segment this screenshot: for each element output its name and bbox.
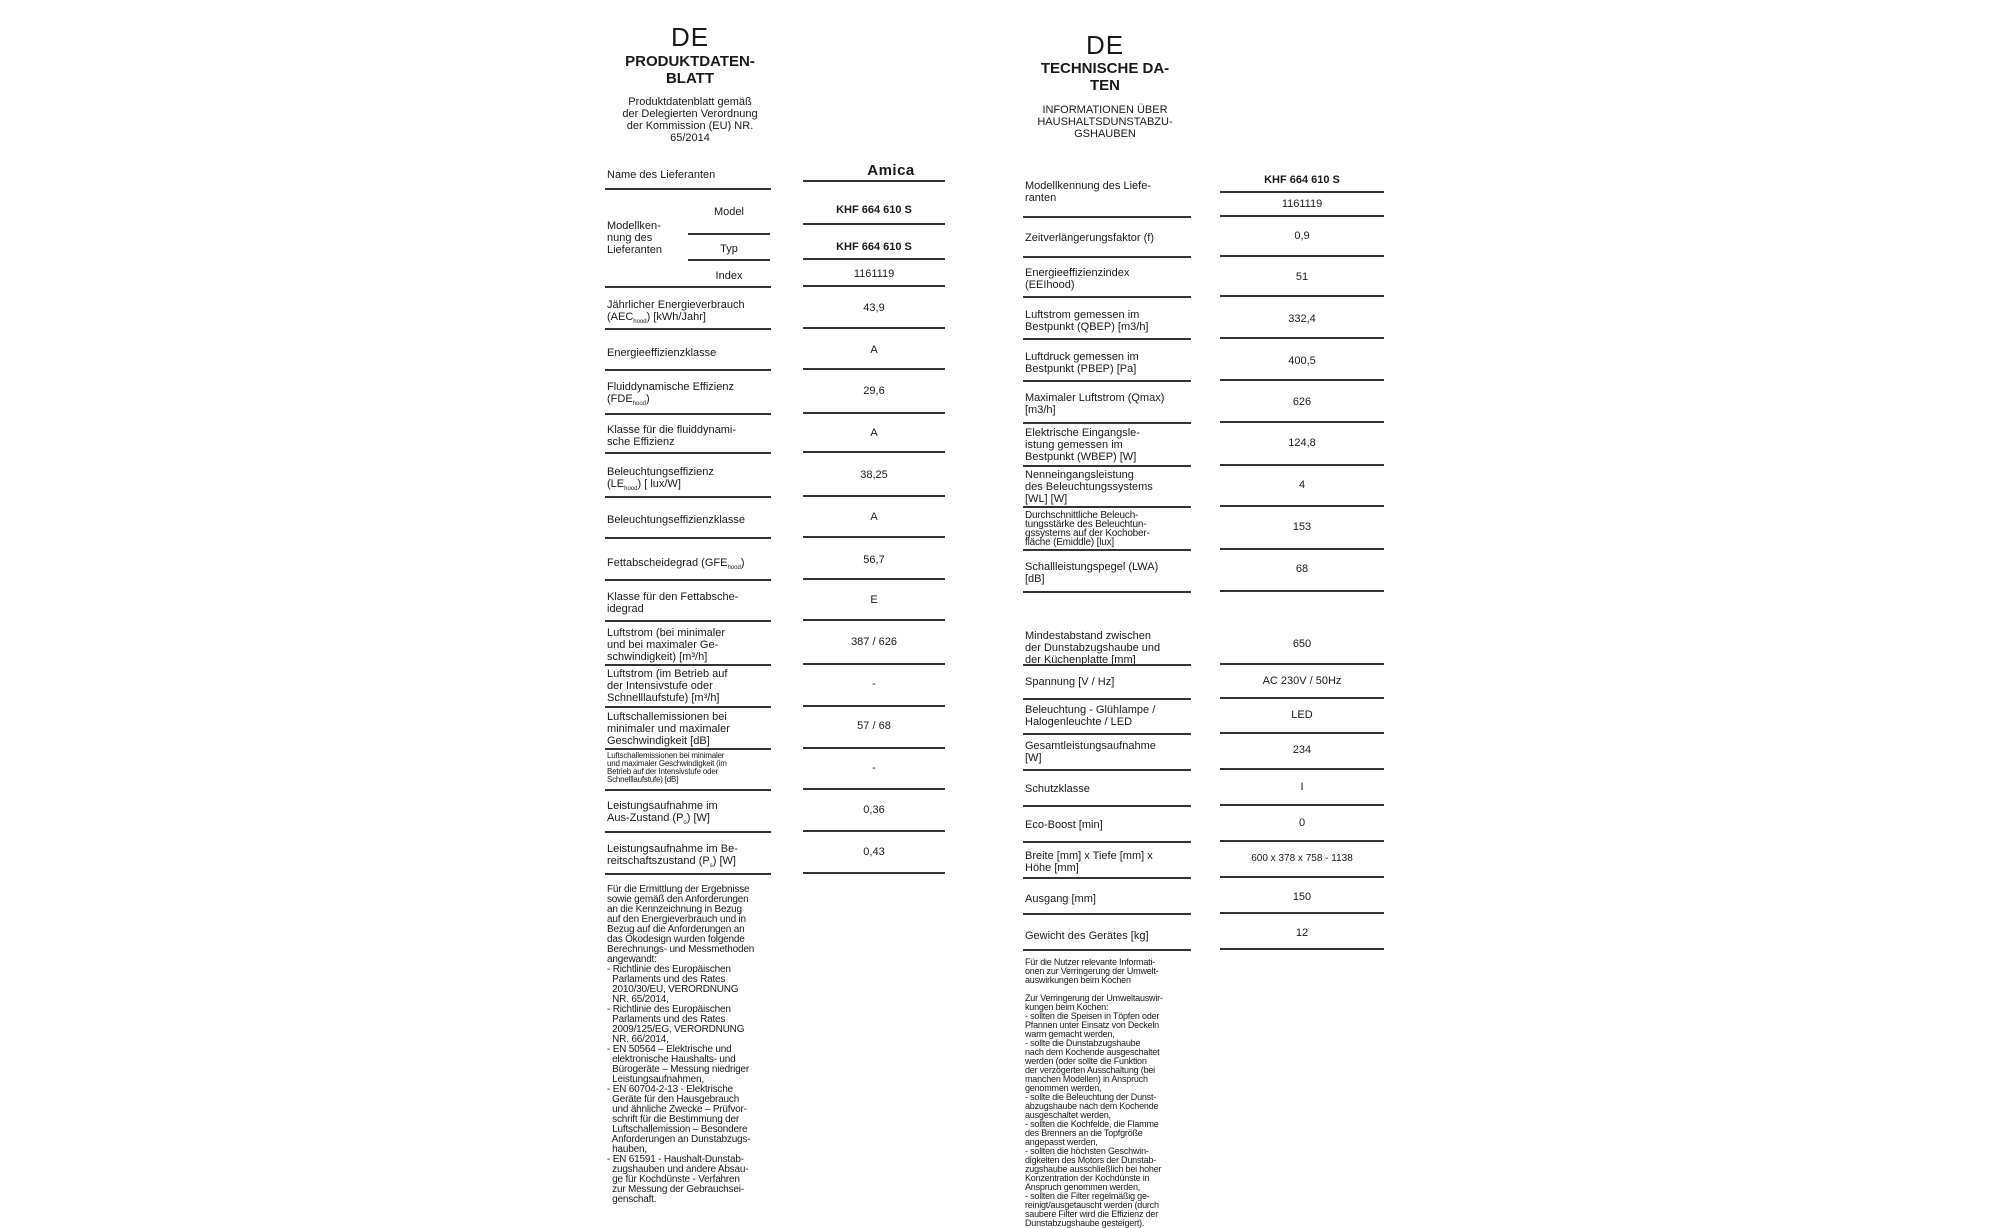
airflow-intensive-label: Luftstrom (im Betrieb auf der Intensivstufe oder Schnelllaufstufe) [m³/h] [607,668,728,704]
note-line: sowie gemäß den Anforderungen [607,894,749,905]
note-line: - sollten die Filter regelmäßig ge- [1025,1191,1150,1201]
note-line: reinigt/ausgetauscht werden (durch [1025,1200,1159,1210]
divider [605,328,771,330]
pbep-label: Luftdruck gemessen im Bestpunkt (PBEP) [Pa] [1025,351,1139,375]
note-line: werden (oder sollte die Funktion [1025,1056,1147,1066]
divider [1220,295,1384,297]
divider [1023,664,1191,666]
divider [1023,338,1191,340]
divider [1220,379,1384,381]
gfe-value: 56,7 [863,554,885,566]
divider [803,536,945,538]
left-lang-code: DE [670,22,710,52]
right-title: TECHNISCHE DA- TEN [1040,60,1170,94]
divider [605,452,771,454]
protection-class-value: I [1300,781,1304,793]
divider [803,412,945,414]
index-sublabel: Index [715,270,743,282]
le-class-label: Beleuchtungseffizienzklasse [607,514,745,526]
divider [605,286,771,288]
divider [803,663,945,665]
divider [803,788,945,790]
note-line: nach dem Kochende ausgeschaltet [1025,1047,1160,1057]
note-line: Luftschallemission – Besondere [607,1124,748,1135]
note-line: saubere Filter wird die Effizienz der [1025,1209,1158,1219]
note-line: - EN 60704-2-13 - Elektrische [607,1084,733,1095]
divider [1023,380,1191,382]
note-line: Pfannen unter Einsatz von Deckeln [1025,1020,1159,1030]
gfe-class-value: E [870,594,878,606]
note-line: zur Messung der Gebrauchsei- [607,1184,744,1195]
left-title: PRODUKTDATEN- BLATT [625,53,755,87]
divider [1220,255,1384,257]
divider [1023,733,1191,735]
divider [1023,465,1191,467]
note-line: 2009/125/EG, VERORDNUNG [607,1024,745,1035]
divider [605,496,771,498]
lighting-label: Beleuchtung - Glühlampe / Halogenleuchte / LED [1025,704,1156,728]
left-subtitle: Produktdatenblatt gemäß der Delegierten Verordnung der Kommission (EU) NR. 65/2014 [622,96,758,144]
divider [1220,215,1384,217]
note-line: Parlaments und des Rates [607,1014,726,1025]
outlet-value: 150 [1292,891,1312,903]
divider [605,664,771,666]
divider [1023,841,1191,843]
note-line: elektronische Haushalts- und [607,1054,736,1065]
divider [605,706,771,708]
divider [1220,912,1384,914]
voltage-value: AC 230V / 50Hz [1262,675,1342,687]
note-line: Geräte für den Hausgebrauch [607,1094,740,1105]
wbep-value: 124,8 [1288,437,1316,449]
divider [803,872,945,874]
divider [1220,732,1384,734]
note-line: - sollten die Kochfelde, die Flamme [1025,1119,1159,1129]
voltage-label: Spannung [V / Hz] [1025,676,1115,688]
time-factor-value: 0,9 [1294,230,1310,242]
type-sublabel: Typ [720,243,738,255]
divider [1023,698,1191,700]
note-line: auswirkungen beim Kochen [1025,975,1131,985]
fde-label: Fluiddynamische Effizienz $(FDE_{hood})$ [607,381,734,408]
note-line: zugshauben und andere Absau- [607,1164,749,1175]
divider [803,747,945,749]
note-line: des Brenners an die Topfgröße [1025,1128,1143,1138]
right-notes [1025,958,1205,1228]
note-line: kungen beim Kochen: [1025,1002,1109,1012]
note-line: - sollte die Dunstabzugshaube [1025,1038,1141,1048]
energy-class-value: A [870,344,878,356]
qbep-label: Luftstrom gemessen im Bestpunkt (QBEP) [m3/h] [1025,309,1149,333]
note-line: schrift für die Bestimmung der [607,1114,739,1125]
note-line: Leistungsaufnahmen, [607,1074,704,1085]
time-factor-label: Zeitverlängerungsfaktor (f) [1025,232,1154,244]
fde-class-value: A [870,427,878,439]
note-line: - sollte die Beleuchtung der Dunst- [1025,1092,1157,1102]
protection-class-label: Schutzklasse [1025,783,1090,795]
le-value: 38,25 [860,469,888,481]
lwa-label: Schallleistungspegel (LWA) [dB] [1025,561,1159,585]
divider [605,831,771,833]
le-label: Beleuchtungseffizienz $(LE_{hood})$ [ lux/W] [607,466,714,493]
note-line: genommen werden, [1025,1083,1102,1093]
divider [1220,804,1384,806]
divider [1220,590,1384,592]
divider [1023,805,1191,807]
divider [1220,768,1384,770]
aec-label: Jährlicher Energieverbrauch $(AEC_{hood})$ [kWh/Jahr] [607,299,745,326]
divider [1220,876,1384,878]
divider [1023,591,1191,593]
eei-label: Energieeffizienzindex (EEIhood) [1025,267,1130,291]
right-model-value: KHF 664 610 S [1264,174,1340,186]
supplier-logo: Amica [867,162,915,179]
emiddle-label: Durchschnittliche Beleuch- tungsstärke des Beleuchtun- gssystems auf der Kochober- fläche (Emiddle) [lux] [1025,510,1150,548]
divider [605,748,771,750]
off-mode-value: 0,36 [863,804,885,816]
divider [803,368,945,370]
gfe-label: Fettabscheidegrad $(GFE_{hood})$ [607,557,745,572]
divider [1220,948,1384,950]
note-line: - sollten die Speisen in Töpfen oder [1025,1011,1160,1021]
le-class-value: A [870,511,878,523]
note-line: warm gemacht werden, [1025,1029,1115,1039]
note-line: Anforderungen an Dunstabzugs- [607,1134,751,1145]
divider [1023,296,1191,298]
wbep-label: Elektrische Eingangsle- istung gemessen im Bestpunkt (WBEP) [W] [1025,427,1140,463]
off-mode-label: Leistungsaufnahme im Aus-Zustand $(P_o)$ [W] [607,800,718,827]
divider [605,413,771,415]
qmax-value: 626 [1292,396,1312,408]
note-line: ge für Kochdünste - Verfahren [607,1174,740,1185]
right-model-label: Modellkennung des Liefe- ranten [1025,180,1151,204]
note-line: - Richtlinie des Europäischen [607,964,731,975]
note-line: Für die Ermittlung der Ergebnisse [607,884,750,895]
eei-value: 51 [1295,271,1309,283]
note-line: zugshaube ausschließlich bei hoher [1025,1164,1162,1174]
noise-value: 57 / 68 [857,720,891,732]
divider [803,451,945,453]
min-distance-label: Mindestabstand zwischen der Dunstabzugshaube und der Küchenplatte [mm] [1025,630,1161,666]
note-line: manchen Modellen) in Anspruch [1025,1074,1148,1084]
divider [803,495,945,497]
note-line: onen zur Verringerung der Umwelt- [1025,966,1159,976]
note-line: Berechnungs- und Messmethoden [607,944,755,955]
lwa-value: 68 [1295,563,1309,575]
index-value: 1161119 [853,268,895,280]
divider [605,188,771,190]
right-lang-code: DE [1085,30,1125,60]
note-line: - Richtlinie des Europäischen [607,1004,731,1015]
weight-value: 12 [1295,927,1309,939]
wl-value: 4 [1298,479,1306,491]
divider [1023,216,1191,218]
noise-intensive-label: Luftschallemissionen bei minimaler und maximaler Geschwindigkeit (im Betrieb auf der Intensivstufe oder Schnelllaufstufe) [dB] [607,751,727,784]
note-line: Dunstabzugshaube gesteigert). [1025,1218,1145,1228]
note-line: Konzentration der Kochdünste in [1025,1173,1150,1183]
divider [1023,877,1191,879]
divider [605,537,771,539]
lighting-value: LED [1291,709,1313,721]
standby-label: Leistungsaufnahme im Be- reitschaftszustand $(P_s)$ [W] [607,843,738,870]
note-line: Anspruch genommen werden, [1025,1182,1141,1192]
note-line: genschaft. [607,1194,657,1205]
divider [803,223,945,225]
divider [803,327,945,329]
type-value: KHF 664 610 S [836,241,912,253]
note-line: angewandt: [607,954,657,965]
note-line: - EN 50564 – Elektrische und [607,1044,732,1055]
divider [605,369,771,371]
note-line: 2010/30/EU, VERORDNUNG [607,984,739,995]
divider [1023,549,1191,551]
eco-boost-label: Eco-Boost [min] [1025,819,1103,831]
qmax-label: Maximaler Luftstrom (Qmax) [m3/h] [1025,392,1165,416]
divider [1220,505,1384,507]
divider [803,830,945,832]
divider [1023,949,1191,951]
divider [1220,191,1384,193]
note-line: an die Kennzeichnung in Bezug [607,904,742,915]
divider [803,705,945,707]
divider [605,620,771,622]
divider [1220,697,1384,699]
divider [1023,256,1191,258]
divider [1220,663,1384,665]
divider [803,285,945,287]
divider [1023,769,1191,771]
note-line: Bezug auf die Anforderungen an [607,924,745,935]
weight-label: Gewicht des Gerätes [kg] [1025,930,1149,942]
note-line: - sollten die höchsten Geschwin- [1025,1146,1149,1156]
note-line: ausgeschaltet werden, [1025,1110,1111,1120]
fde-value: 29,6 [863,385,885,397]
note-line: NR. 66/2014, [607,1034,669,1045]
divider [803,180,945,182]
model-sublabel: Model [714,206,744,218]
dimensions-label: Breite [mm] x Tiefe [mm] x Höhe [mm] [1025,850,1153,874]
standby-value: 0,43 [863,846,885,858]
model-id-label: Modellken- nung des Lieferanten [607,220,663,256]
gfe-class-label: Klasse für den Fettabsche- idegrad [607,591,739,615]
divider [688,233,770,235]
note-line: auf den Energieverbrauch und in [607,914,746,925]
energy-class-label: Energieeffizienzklasse [607,347,717,359]
supplier-label: Name des Lieferanten [607,169,716,181]
airflow-label: Luftstrom (bei minimaler und bei maximaler Ge- schwindigkeit) [m³/h] [607,627,725,663]
divider [1023,422,1191,424]
note-line: angepasst werden, [1025,1137,1098,1147]
eco-boost-value: 0 [1298,817,1306,829]
divider [1023,913,1191,915]
note-line: digkeiten des Motors der Dunstab- [1025,1155,1156,1165]
divider [803,619,945,621]
note-line: Für die Nutzer relevante Informati- [1025,957,1156,967]
noise-label: Luftschallemissionen bei minimaler und maximaler Geschwindigkeit [dB] [607,711,730,747]
note-line: abzugshaube nach dem Kochende [1025,1101,1159,1111]
right-model-index: 1161119 [1281,198,1323,210]
outlet-label: Ausgang [mm] [1025,893,1096,905]
divider [803,258,945,260]
divider [605,873,771,875]
note-line: - EN 61591 - Haushalt-Dunstab- [607,1154,744,1165]
note-line: Bürogeräte – Messung niedriger [607,1064,750,1075]
divider [605,579,771,581]
dimensions-value: 600 x 378 x 758 - 1138 [1251,853,1353,864]
divider [1220,464,1384,466]
note-line: und ähnliche Zwecke – Prüfvor- [607,1104,747,1115]
note-line: der verzögerten Ausschaltung (bei [1025,1065,1155,1075]
emiddle-value: 153 [1292,521,1312,533]
note-line: Zur Verringerung der Umweltauswir- [1025,993,1163,1003]
min-distance-value: 650 [1292,638,1312,650]
divider [1220,548,1384,550]
pbep-value: 400,5 [1288,355,1316,367]
divider [1023,506,1191,508]
divider [803,578,945,580]
right-subtitle: INFORMATIONEN ÜBER HAUSHALTSDUNSTABZU- GSHAUBEN [1037,104,1173,140]
note-line: hauben, [607,1144,647,1155]
note-line: Parlaments und des Rates [607,974,726,985]
left-notes [607,885,787,1205]
airflow-intensive-value: - [872,678,876,690]
note-line: NR. 65/2014, [607,994,669,1005]
aec-value: 43,9 [863,302,885,314]
divider [1220,337,1384,339]
qbep-value: 332,4 [1288,313,1316,325]
model-value: KHF 664 610 S [836,204,912,216]
divider [605,789,771,791]
noise-intensive-value: - [872,762,876,774]
total-power-label: Gesamtleistungsaufnahme [W] [1025,740,1156,764]
divider [1220,421,1384,423]
airflow-value: 387 / 626 [851,636,897,648]
wl-label: Nenneingangsleistung des Beleuchtungssystems [WL] [W] [1025,469,1153,505]
fde-class-label: Klasse für die fluiddynami- sche Effizienz [607,424,737,448]
note-line: das Ökodesign wurden folgende [607,934,745,945]
divider [688,259,770,261]
divider [1220,840,1384,842]
total-power-value: 234 [1292,744,1312,756]
